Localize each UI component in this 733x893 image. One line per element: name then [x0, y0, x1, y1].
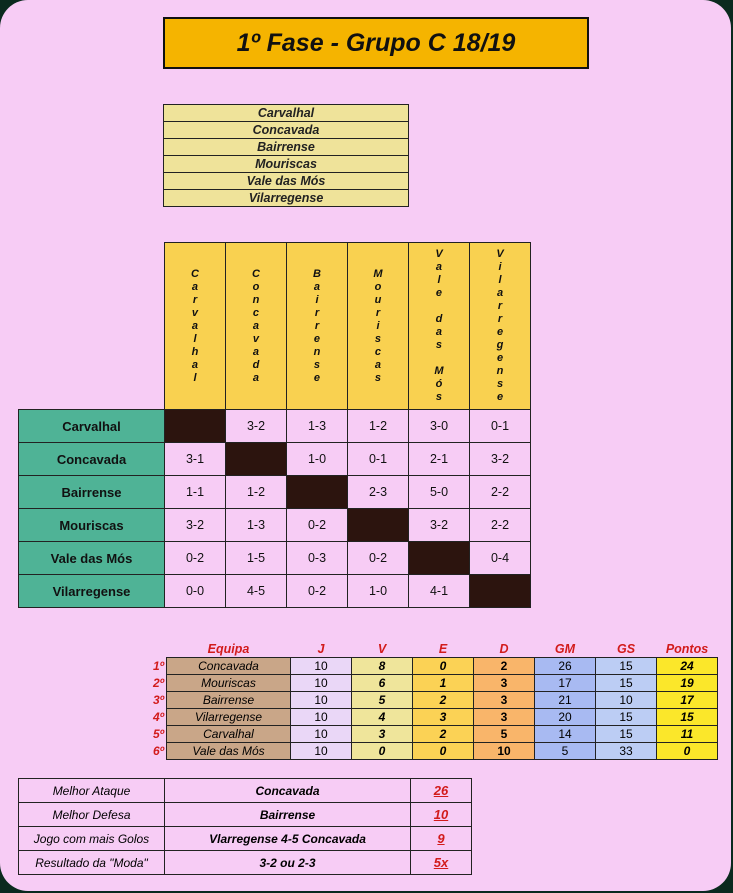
match-result-cell: 0-1 — [470, 410, 531, 443]
standings-cell-pts: 24 — [657, 658, 718, 675]
vertical-team-name: V a l e d a s M ó s — [434, 248, 444, 403]
standings-header-j: J — [317, 642, 325, 656]
team-list-item: Carvalhal — [164, 105, 409, 122]
team-list-row — [164, 122, 409, 139]
standings-cell-d: 10 — [474, 743, 535, 760]
match-result-cell: 2-2 — [470, 476, 531, 509]
match-result-cell: 1-2 — [348, 410, 409, 443]
standings-cell-d: 3 — [474, 675, 535, 692]
standings-header-team: Equipa — [207, 642, 250, 656]
matrix-row-header: Bairrense — [19, 476, 165, 509]
standings-row — [140, 675, 718, 692]
matrix-diagonal-cell — [165, 410, 226, 443]
matrix-column-header — [409, 243, 470, 410]
match-result-cell: 1-0 — [348, 575, 409, 608]
standings-position: 3º — [152, 693, 164, 707]
match-result-cell: 3-0 — [409, 410, 470, 443]
stats-label: Melhor Ataque — [19, 779, 165, 803]
standings-cell-gm: 17 — [535, 675, 596, 692]
match-result-cell: 0-4 — [470, 542, 531, 575]
standings-row — [140, 658, 718, 675]
vertical-team-name: B a i r r e n s e — [313, 267, 321, 384]
matrix-row — [19, 575, 531, 608]
matrix-column-header — [165, 243, 226, 410]
stats-number: 26 — [411, 779, 472, 803]
team-list-item: Vale das Mós — [164, 173, 409, 190]
match-result-cell: 0-1 — [348, 443, 409, 476]
stats-table — [18, 778, 472, 875]
stats-value: Bairrense — [165, 803, 411, 827]
vertical-team-name: V i l a r r e g e n s e — [496, 248, 504, 403]
standings-row — [140, 726, 718, 743]
matrix-row-header: Mouriscas — [19, 509, 165, 542]
standings-cell-e: 2 — [413, 692, 474, 709]
standings-header-gs: GS — [616, 642, 636, 656]
standings-cell-gs: 15 — [596, 726, 657, 743]
match-result-cell: 1-5 — [226, 542, 287, 575]
match-result-cell: 1-2 — [226, 476, 287, 509]
stats-value: Concavada — [165, 779, 411, 803]
matrix-row — [19, 476, 531, 509]
team-list-row — [164, 173, 409, 190]
standings-cell-d: 2 — [474, 658, 535, 675]
stats-number: 9 — [411, 827, 472, 851]
match-result-cell: 4-5 — [226, 575, 287, 608]
matrix-corner — [19, 243, 165, 410]
match-result-cell: 0-3 — [287, 542, 348, 575]
standings-cell-team: Carvalhal — [167, 726, 291, 743]
stats-value: 3-2 ou 2-3 — [165, 851, 411, 875]
matrix-diagonal-cell — [287, 476, 348, 509]
team-list — [163, 104, 409, 207]
standings-cell-e: 1 — [413, 675, 474, 692]
matrix-row-header: Vale das Mós — [19, 542, 165, 575]
standings-header-spacer — [140, 641, 167, 658]
team-list-item: Mouriscas — [164, 156, 409, 173]
standings-position: 6º — [152, 744, 164, 758]
stats-number: 5x — [411, 851, 472, 875]
match-result-cell: 1-3 — [287, 410, 348, 443]
standings-cell-gs: 33 — [596, 743, 657, 760]
standings-cell-pts: 11 — [657, 726, 718, 743]
standings-cell-pts: 17 — [657, 692, 718, 709]
matrix-row-header: Concavada — [19, 443, 165, 476]
matrix-row — [19, 509, 531, 542]
standings-row — [140, 743, 718, 760]
standings-header-e: E — [438, 642, 448, 656]
results-matrix — [18, 242, 531, 608]
matrix-column-header — [226, 243, 287, 410]
match-result-cell: 3-2 — [165, 509, 226, 542]
standings-header-gm: GM — [554, 642, 576, 656]
standings-cell-v: 5 — [352, 692, 413, 709]
standings-cell-team: Mouriscas — [167, 675, 291, 692]
match-result-cell: 2-2 — [470, 509, 531, 542]
team-list-row — [164, 156, 409, 173]
team-list-item: Concavada — [164, 122, 409, 139]
stats-row — [19, 827, 472, 851]
matrix-column-header — [287, 243, 348, 410]
standings-position: 1º — [152, 659, 164, 673]
matrix-row-header: Vilarregense — [19, 575, 165, 608]
standings-cell-j: 10 — [291, 743, 352, 760]
standings-cell-d: 3 — [474, 709, 535, 726]
standings-cell-j: 10 — [291, 726, 352, 743]
team-list-item: Bairrense — [164, 139, 409, 156]
matrix-diagonal-cell — [226, 443, 287, 476]
match-result-cell: 0-0 — [165, 575, 226, 608]
standings-cell-j: 10 — [291, 709, 352, 726]
vertical-team-name: C a r v a l h a l — [191, 267, 199, 384]
standings-cell-d: 5 — [474, 726, 535, 743]
standings-row — [140, 709, 718, 726]
standings-table — [140, 641, 718, 760]
vertical-team-name: C o n c a v a d a — [252, 267, 260, 384]
stats-row — [19, 779, 472, 803]
match-result-cell: 1-1 — [165, 476, 226, 509]
standings-cell-j: 10 — [291, 675, 352, 692]
standings-cell-v: 4 — [352, 709, 413, 726]
match-result-cell: 3-2 — [470, 443, 531, 476]
standings-cell-gs: 10 — [596, 692, 657, 709]
standings-cell-pts: 15 — [657, 709, 718, 726]
standings-cell-team: Vilarregense — [167, 709, 291, 726]
standings-cell-gs: 15 — [596, 675, 657, 692]
standings-cell-gm: 26 — [535, 658, 596, 675]
standings-header-row — [140, 641, 718, 658]
match-result-cell: 0-2 — [287, 575, 348, 608]
standings-cell-pts: 0 — [657, 743, 718, 760]
match-result-cell: 2-1 — [409, 443, 470, 476]
match-result-cell: 4-1 — [409, 575, 470, 608]
standings-cell-j: 10 — [291, 692, 352, 709]
stats-label: Melhor Defesa — [19, 803, 165, 827]
match-result-cell: 2-3 — [348, 476, 409, 509]
standings-cell-gm: 21 — [535, 692, 596, 709]
matrix-row — [19, 542, 531, 575]
standings-cell-d: 3 — [474, 692, 535, 709]
standings-cell-gm: 5 — [535, 743, 596, 760]
match-result-cell: 0-2 — [287, 509, 348, 542]
standings-cell-v: 3 — [352, 726, 413, 743]
matrix-diagonal-cell — [470, 575, 531, 608]
standings-cell-v: 6 — [352, 675, 413, 692]
team-list-row — [164, 105, 409, 122]
standings-cell-gm: 14 — [535, 726, 596, 743]
match-result-cell: 5-0 — [409, 476, 470, 509]
match-result-cell: 1-3 — [226, 509, 287, 542]
match-result-cell: 0-2 — [165, 542, 226, 575]
matrix-column-header — [348, 243, 409, 410]
standings-cell-v: 0 — [352, 743, 413, 760]
standings-cell-gs: 15 — [596, 658, 657, 675]
stats-value: Vlarregense 4-5 Concavada — [165, 827, 411, 851]
standings-header-pts: Pontos — [665, 642, 709, 656]
match-result-cell: 0-2 — [348, 542, 409, 575]
matrix-row — [19, 410, 531, 443]
standings-cell-v: 8 — [352, 658, 413, 675]
stats-label: Resultado da "Moda" — [19, 851, 165, 875]
stats-row — [19, 803, 472, 827]
standings-cell-e: 3 — [413, 709, 474, 726]
matrix-column-header — [470, 243, 531, 410]
standings-header-d: D — [499, 642, 509, 656]
team-list-item: Vilarregense — [164, 190, 409, 207]
standings-cell-e: 0 — [413, 743, 474, 760]
matrix-header-row — [19, 243, 531, 410]
standings-cell-e: 2 — [413, 726, 474, 743]
match-result-cell: 3-1 — [165, 443, 226, 476]
vertical-team-name: M o u r i s c a s — [373, 267, 383, 384]
team-list-row — [164, 190, 409, 207]
stats-label: Jogo com mais Golos — [19, 827, 165, 851]
standings-position: 2º — [152, 676, 164, 690]
matrix-diagonal-cell — [348, 509, 409, 542]
standings-cell-j: 10 — [291, 658, 352, 675]
standings-position: 5º — [152, 727, 164, 741]
page-title: 1º Fase - Grupo C 18/19 — [163, 17, 589, 69]
team-list-row — [164, 139, 409, 156]
standings-cell-gs: 15 — [596, 709, 657, 726]
matrix-row — [19, 443, 531, 476]
standings-cell-gm: 20 — [535, 709, 596, 726]
match-result-cell: 1-0 — [287, 443, 348, 476]
standings-cell-team: Concavada — [167, 658, 291, 675]
standings-cell-pts: 19 — [657, 675, 718, 692]
match-result-cell: 3-2 — [226, 410, 287, 443]
standings-header-v: V — [377, 642, 387, 656]
standings-cell-e: 0 — [413, 658, 474, 675]
standings-cell-team: Bairrense — [167, 692, 291, 709]
standings-row — [140, 692, 718, 709]
match-result-cell: 3-2 — [409, 509, 470, 542]
stats-number: 10 — [411, 803, 472, 827]
matrix-row-header: Carvalhal — [19, 410, 165, 443]
standings-position: 4º — [152, 710, 164, 724]
standings-cell-team: Vale das Mós — [167, 743, 291, 760]
stats-row — [19, 851, 472, 875]
matrix-diagonal-cell — [409, 542, 470, 575]
